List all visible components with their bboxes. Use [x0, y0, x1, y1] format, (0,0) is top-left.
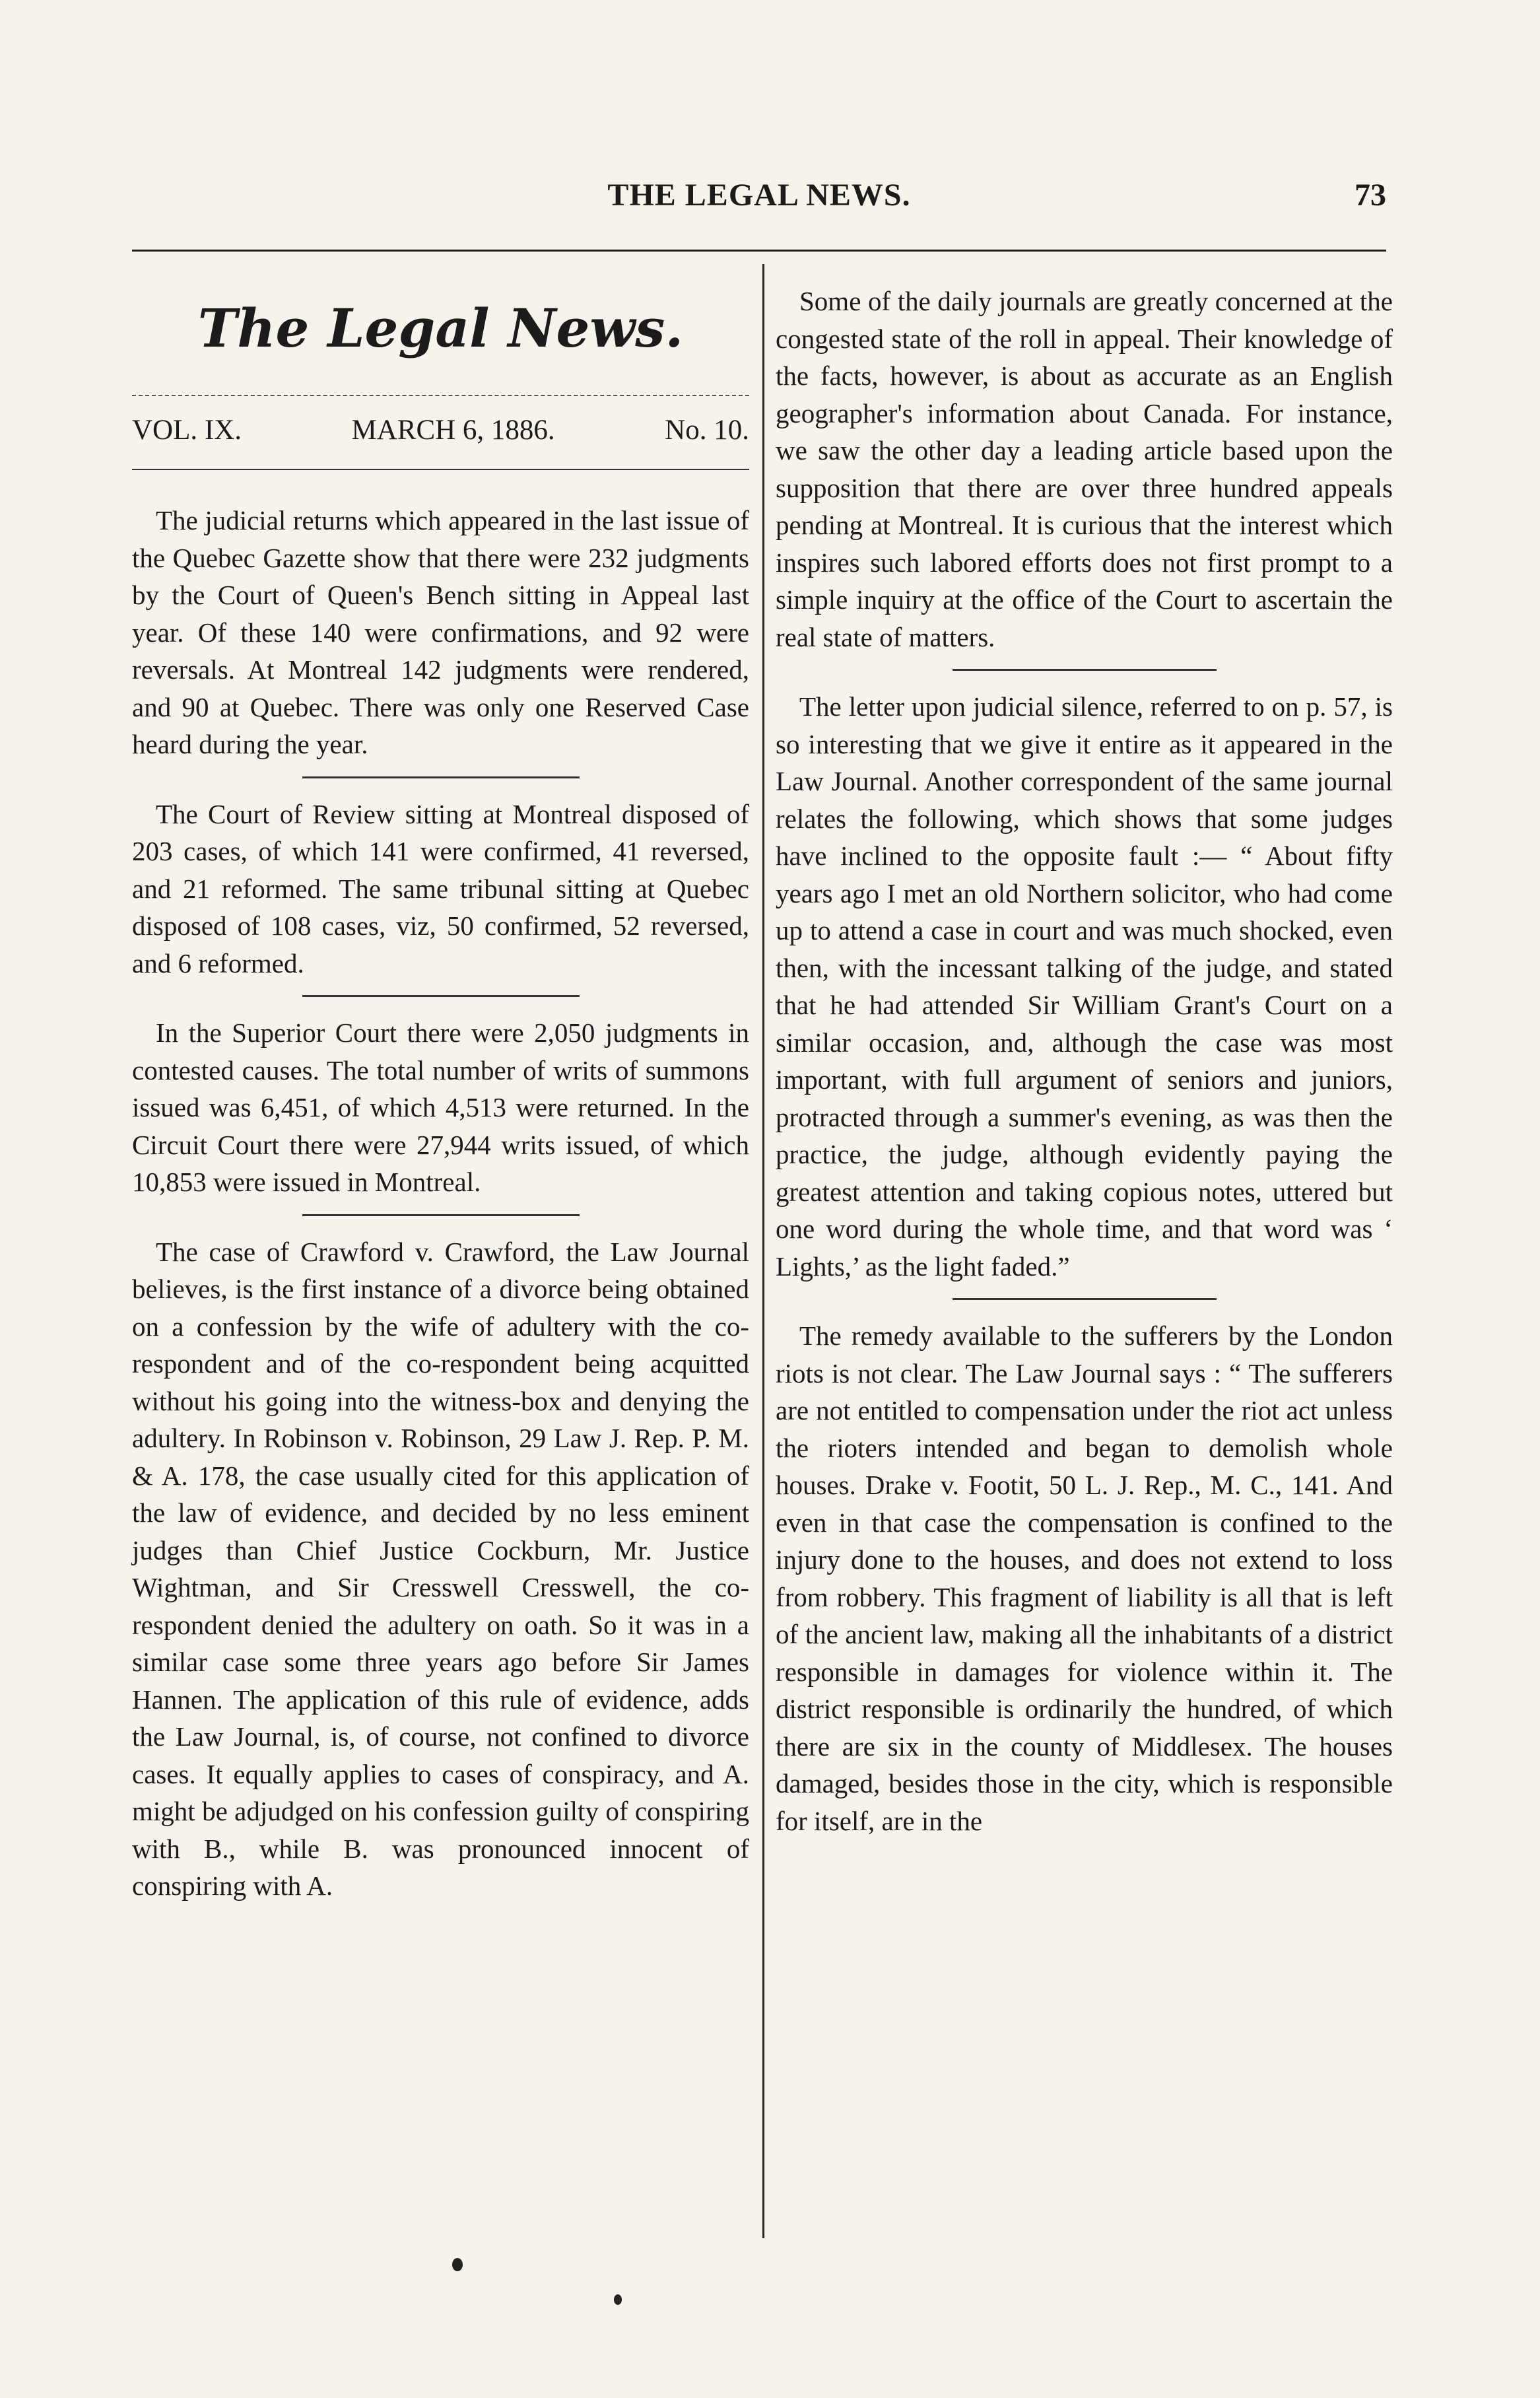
ink-spot [614, 2294, 622, 2305]
ink-spot [452, 2258, 463, 2271]
paragraph-london-riots: The remedy available to the sufferers by the London riots is not clear. The Law Journal says : “ The sufferers are not entitled to compensation under the riot act unless the rioters intended and began to demolish whole houses. Drake v. Footit, 50 L. J. Rep., M. C., 141. And even in that case the compensation is confined to the injury done to the houses, and does not extend to loss from robbery. This fragment of liability is all that is left of the ancient law, making all the inhabitants of a district responsible in damages for violence within it. The district responsible is ordinarily the hundred, of which there are six in the county of Middlesex. The houses damaged, besides those in the city, which is responsible for itself, are in the [776, 1320, 1393, 1836]
section-separator [302, 995, 580, 997]
page-number: 73 [1355, 178, 1386, 213]
running-title: THE LEGAL NEWS. [607, 178, 911, 213]
issue-number: No. 10. [665, 415, 749, 446]
paragraph-judicial-returns: The judicial returns which appeared in the last issue of the Quebec Gazette show that there were 232 judgments by the Court of Queen's Bench sitting in Appeal last year. Of these 140 were confirmations, and 92 were reversals. At Montreal 142 judgments were rendered, and 90 at Quebec. There was only one Reserved Case heard during the year. [132, 505, 749, 759]
section-separator [953, 1298, 1217, 1300]
volume-label: VOL. IX. [132, 415, 242, 446]
paragraph-judicial-silence: The letter upon judicial silence, referred to on p. 57, is so interesting that we give it entire as it appeared in the Law Journal. Another correspondent of the same journal relates the following, which shows that some judges have inclined to the opposite fault :— “ About fifty years ago I met an old Northern solicitor, who had come up to attend a case in court and was much shocked, even then, with the incessant talking of the judge, and stated that he had attended Sir William Grant's Court on a similar occasion, and, although the case was most important, with full argument of seniors and juniors, protracted through a summer's evening, as was then the practice, the judge, although evidently paying the greatest attention and taking copious notes, uttered but one word during the whole time, and that word was ‘ Lights,’ as the light faded.” [776, 691, 1393, 1282]
paragraph-congested-roll: Some of the daily journals are greatly concerned at the congested state of the roll in appeal. Their knowledge of the facts, however, is about as accurate as an English geographer's information about Canada. For instance, we saw the other day a leading article based upon the supposition that there are over three hundred appeals pending at Montreal. It is curious that the interest which inspires such labored efforts does not first prompt to a simple inquiry at the office of the Court to ascertain the real state of matters. [776, 286, 1393, 652]
section-separator [953, 669, 1217, 671]
section-separator [302, 1214, 580, 1216]
paragraph-crawford-case: The case of Crawford v. Crawford, the Law Journal believes, is the first instance of a divorce being obtained on a confession by the wife of adultery with the co-respondent and of the co-respondent being acquitted without his going into the witness-box and denying the adultery. In Robinson v. Robinson, 29 Law J. Rep. P. M. & A. 178, the case usually cited for this application of the law of evidence, and decided by no less eminent judges than Chief Justice Cockburn, Mr. Justice Wightman, and Sir Cresswell Cresswell, the co-respondent denied the adultery on oath. So it was in a similar case some three years ago before Sir James Hannen. The application of this rule of evidence, adds the Law Journal, is, of course, not confined to divorce cases. It equally applies to cases of conspiracy, and A. might be adjudged on his confession guilty of conspiring with B., while B. was pronounced innocent of conspiring with A. [132, 1236, 749, 1901]
column-divider [762, 264, 764, 2238]
issue-line [132, 411, 749, 450]
right-column [776, 283, 1393, 1839]
left-column [132, 277, 749, 1905]
top-rule [132, 250, 1386, 252]
paragraph-superior-court: In the Superior Court there were 2,050 judgments in contested causes. The total number of writs of summons issued was 6,451, of which 4,513 were returned. In the Circuit Court there were 27,944 writs issued, of which 10,853 were issued in Montreal. [132, 1017, 749, 1197]
issue-date: MARCH 6, 1886. [351, 415, 555, 446]
masthead-rule [132, 469, 749, 470]
masthead-dashed-rule [132, 395, 749, 396]
masthead-title: The Legal News. [197, 297, 684, 359]
paragraph-court-of-review: The Court of Review sitting at Montreal disposed of 203 cases, of which 141 were confirmed, 41 reversed, and 21 reformed. The same tribunal sitting at Quebec disposed of 108 cases, viz, 50 confirmed, 52 reversed, and 6 reformed. [132, 798, 749, 978]
section-separator [302, 776, 580, 778]
page-header [132, 177, 1386, 236]
